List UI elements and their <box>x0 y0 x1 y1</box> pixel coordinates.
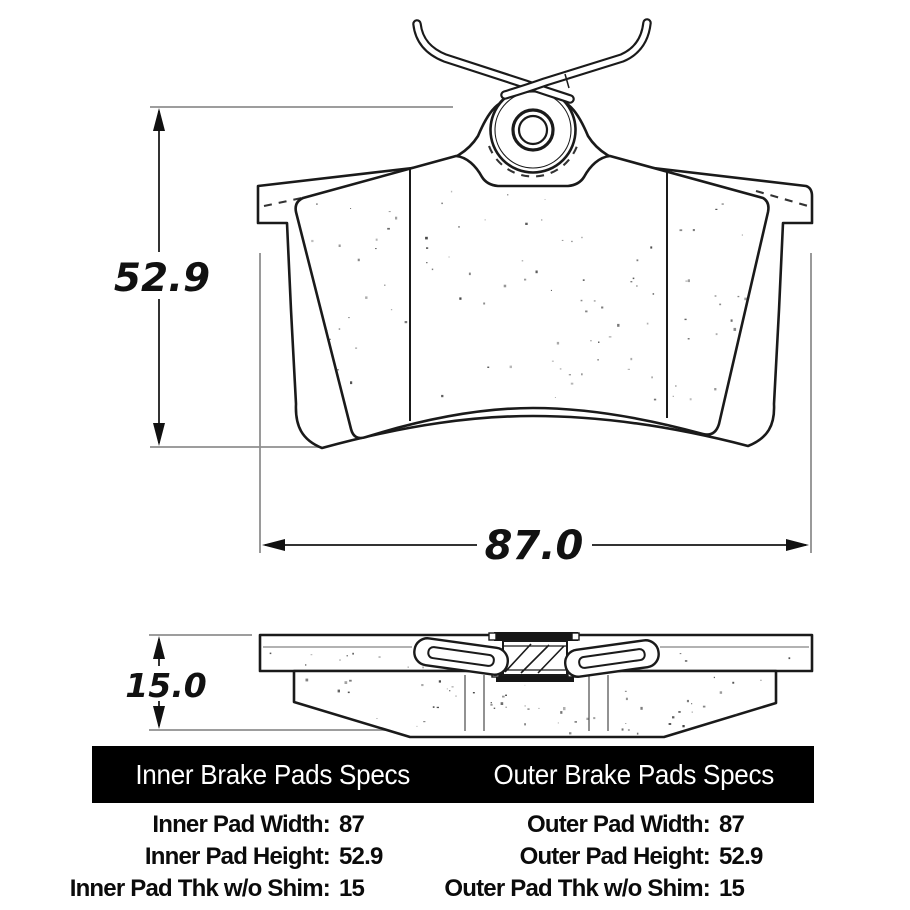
inner-width-value: 87 <box>339 811 365 838</box>
inner-thk-value: 15 <box>339 875 365 902</box>
inner-width-label: Inner Pad Width: <box>152 811 330 838</box>
thickness-dim-label: 15.0 <box>125 666 207 705</box>
spec-row-width <box>0 810 910 839</box>
outer-specs-title: Outer Brake Pads Specs <box>493 759 774 790</box>
dimension-thickness <box>125 636 206 729</box>
inner-height-value: 52.9 <box>339 843 383 870</box>
spec-row-height <box>0 842 910 871</box>
width-dim-label: 87.0 <box>484 523 584 569</box>
spec-row-thickness <box>0 874 910 903</box>
retaining-spring <box>417 23 647 99</box>
inner-specs-title: Inner Brake Pads Specs <box>135 759 410 790</box>
side-view <box>260 632 812 737</box>
outer-specs-header <box>453 746 814 803</box>
inner-specs-header <box>92 746 453 803</box>
outer-thk-value: 15 <box>719 875 745 902</box>
dimension-height <box>114 108 210 446</box>
outer-width-label: Outer Pad Width: <box>527 811 710 838</box>
outer-height-value: 52.9 <box>719 843 763 870</box>
outer-height-label: Outer Pad Height: <box>519 843 710 870</box>
specs-banner <box>92 746 814 803</box>
outer-width-value: 87 <box>719 811 745 838</box>
height-dim-label: 52.9 <box>113 256 211 301</box>
inner-thk-label: Inner Pad Thk w/o Shim: <box>69 875 330 902</box>
front-view <box>258 23 812 448</box>
dimension-width <box>262 523 809 569</box>
specs-table <box>0 810 910 906</box>
inner-height-label: Inner Pad Height: <box>144 843 330 870</box>
outer-thk-label: Outer Pad Thk w/o Shim: <box>444 875 710 902</box>
